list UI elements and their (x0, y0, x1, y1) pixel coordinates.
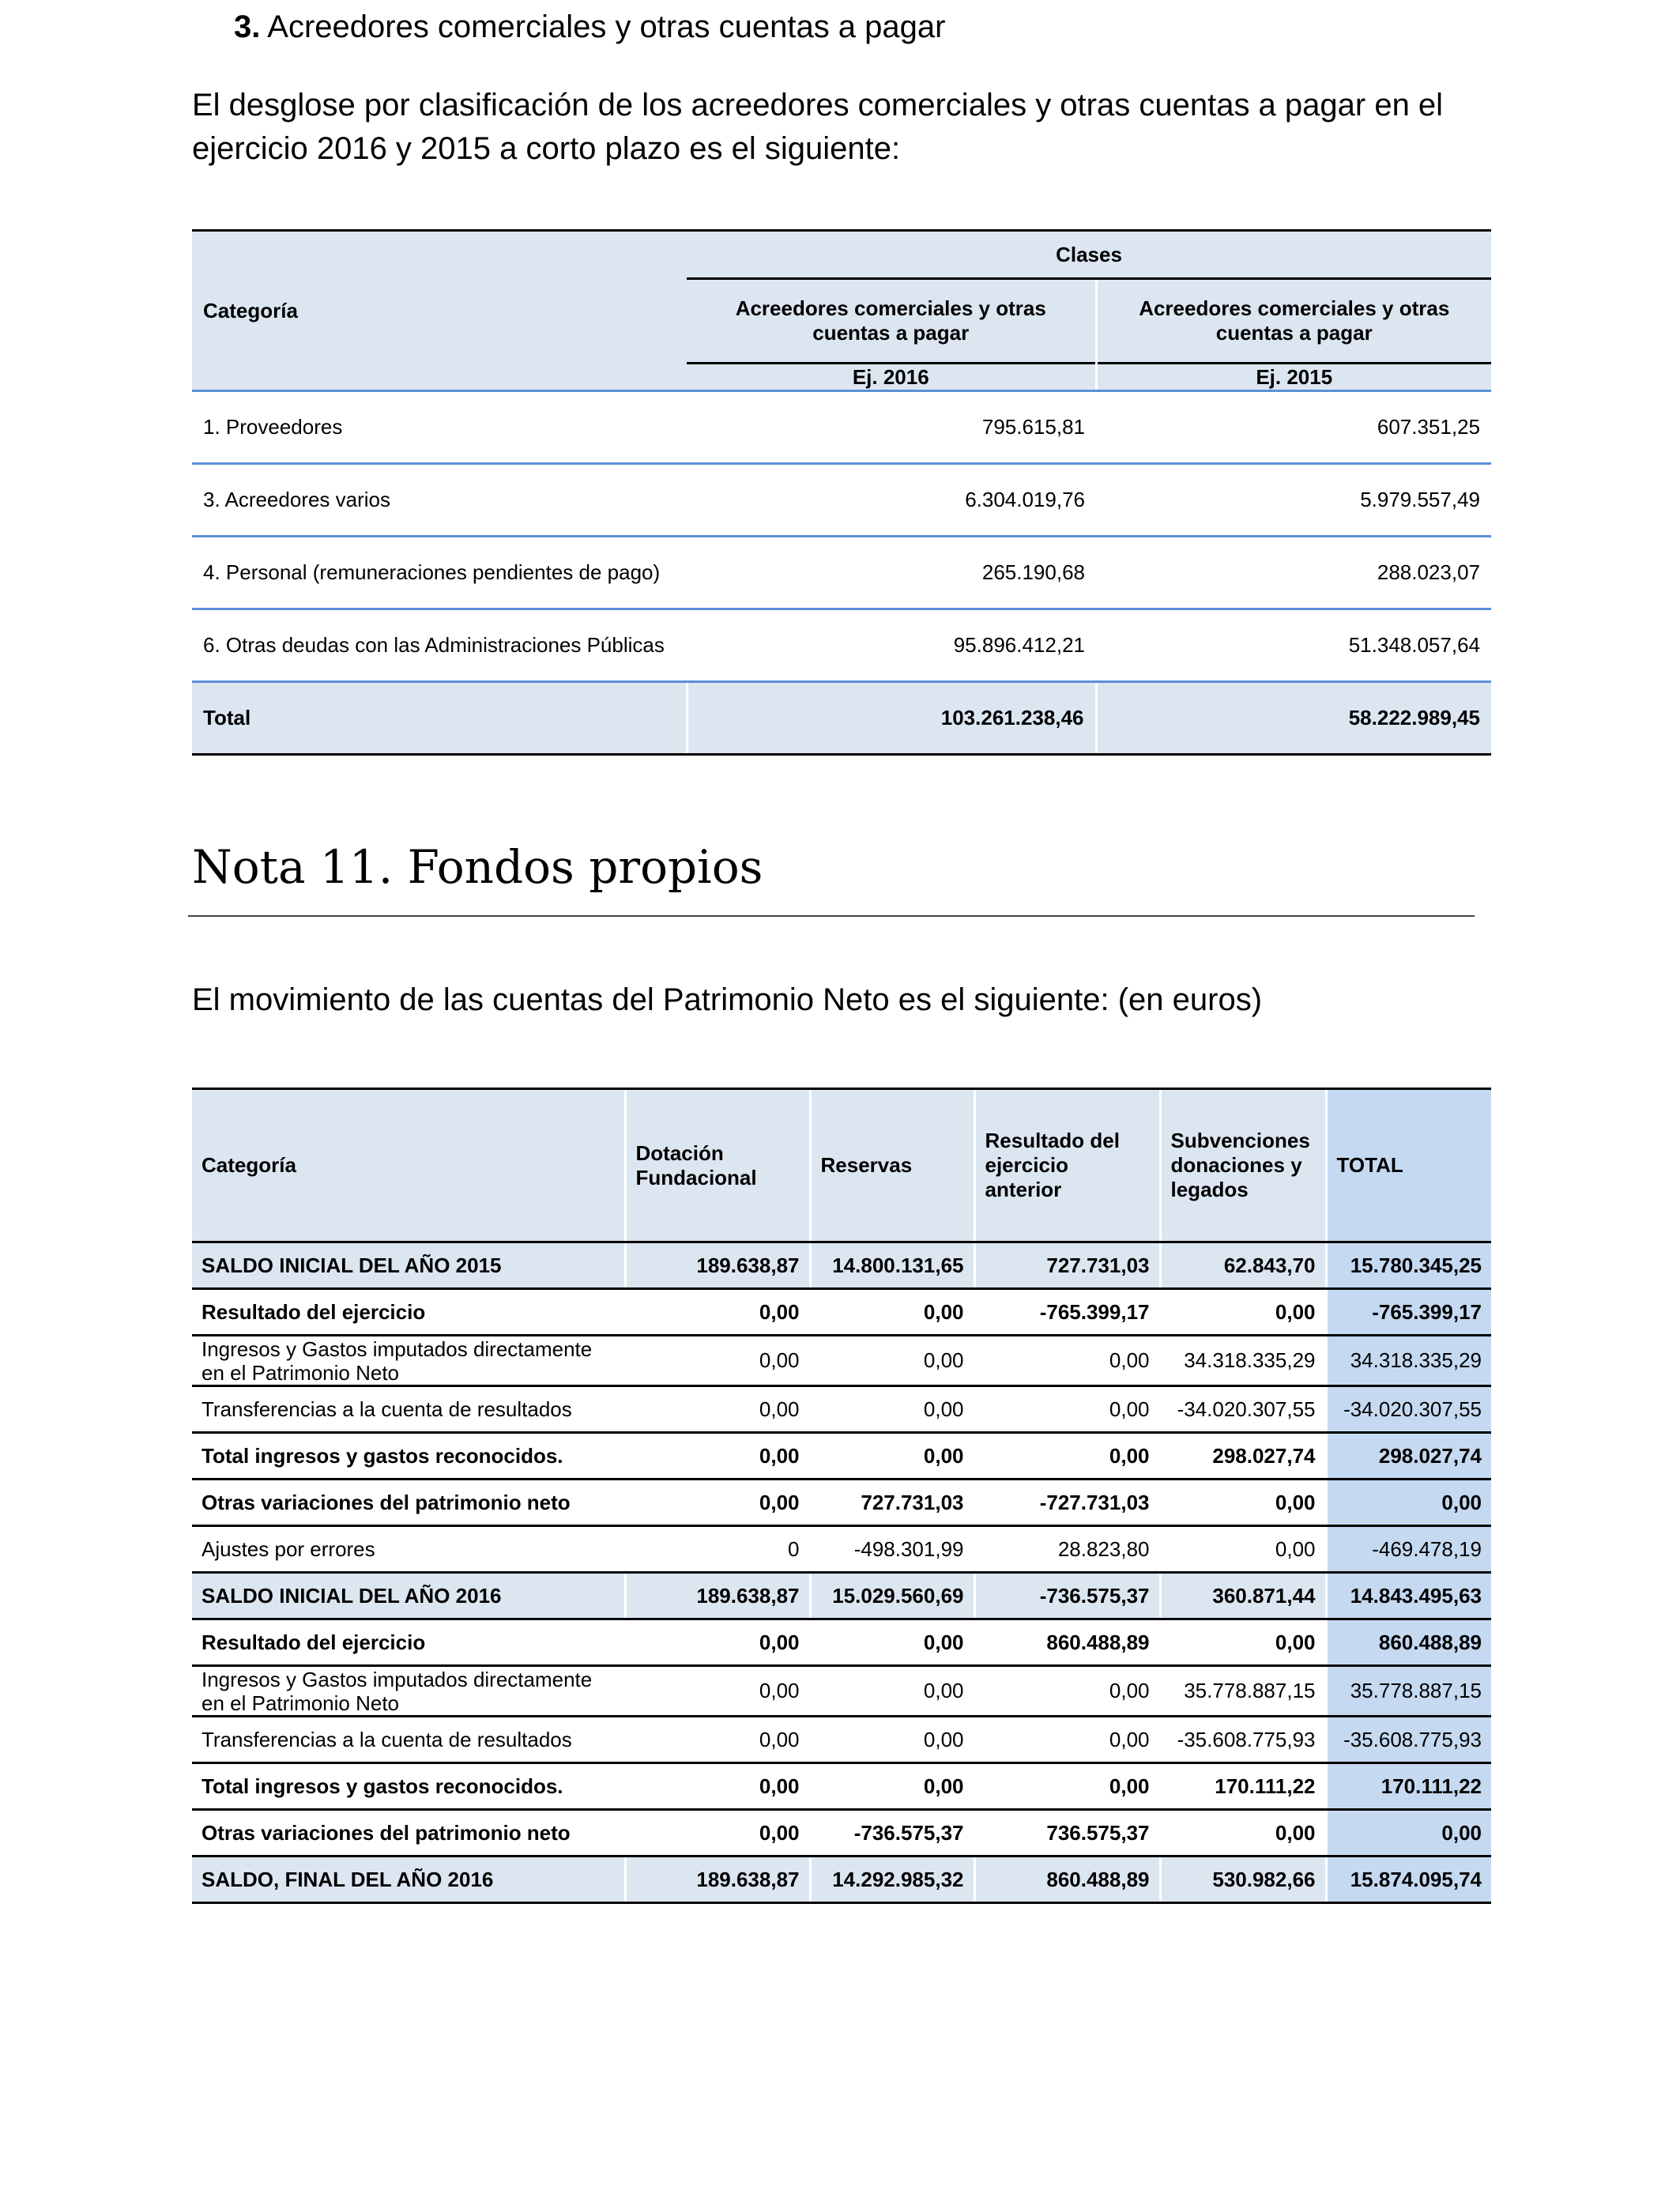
nota-heading: Nota 11. Fondos propios (192, 840, 763, 894)
reservas-value: 0,00 (810, 1666, 974, 1717)
section-title: Acreedores comerciales y otras cuentas a pagar (267, 9, 946, 44)
table-row (192, 1433, 1491, 1480)
reservas-value: 15.029.560,69 (810, 1573, 974, 1619)
table-row (192, 609, 1491, 682)
nota-intro: El movimiento de las cuentas del Patrimonio Neto es el siguiente: (en euros) (192, 982, 1263, 1017)
table-row (192, 1336, 1491, 1386)
dotacion-value: 0,00 (625, 1666, 810, 1717)
col-header-total: TOTAL (1326, 1089, 1491, 1242)
total-value: -35.608.775,93 (1326, 1717, 1491, 1763)
total-value: 170.111,22 (1326, 1763, 1491, 1810)
dotacion-value: 0,00 (625, 1386, 810, 1433)
total-2016: 103.261.238,46 (687, 682, 1096, 755)
subvenciones-value: 298.027,74 (1160, 1433, 1326, 1480)
dotacion-value: 0,00 (625, 1810, 810, 1857)
reservas-value: -498.301,99 (810, 1526, 974, 1573)
total-value: 14.843.495,63 (1326, 1573, 1491, 1619)
row-label: 4. Personal (remuneraciones pendientes de pago) (192, 537, 687, 609)
subvenciones-value: 0,00 (1160, 1810, 1326, 1857)
reservas-value: 14.800.131,65 (810, 1242, 974, 1289)
resultado-anterior-value: 860.488,89 (974, 1619, 1160, 1666)
dotacion-value: 0,00 (625, 1763, 810, 1810)
reservas-value: 0,00 (810, 1336, 974, 1386)
resultado-anterior-value: 736.575,37 (974, 1810, 1160, 1857)
value-2016: 95.896.412,21 (687, 609, 1096, 682)
table-row (192, 537, 1491, 609)
resultado-anterior-value: 28.823,80 (974, 1526, 1160, 1573)
reservas-value: 0,00 (810, 1289, 974, 1336)
subvenciones-value: -34.020.307,55 (1160, 1386, 1326, 1433)
reservas-value: 0,00 (810, 1433, 974, 1480)
subvenciones-value: 170.111,22 (1160, 1763, 1326, 1810)
dotacion-value: 189.638,87 (625, 1857, 810, 1903)
dotacion-value: 0 (625, 1526, 810, 1573)
total-2015: 58.222.989,45 (1096, 682, 1491, 755)
subvenciones-value: 530.982,66 (1160, 1857, 1326, 1903)
table-row (192, 1289, 1491, 1336)
resultado-anterior-value: 0,00 (974, 1717, 1160, 1763)
dotacion-value: 0,00 (625, 1619, 810, 1666)
classes-header: Clases (687, 231, 1491, 279)
value-2016: 265.190,68 (687, 537, 1096, 609)
creditors-table (192, 229, 1491, 756)
table-row (192, 1810, 1491, 1857)
dotacion-value: 0,00 (625, 1433, 810, 1480)
dotacion-value: 0,00 (625, 1480, 810, 1526)
row-label: 6. Otras deudas con las Administraciones Públicas (192, 609, 687, 682)
table-row (192, 1857, 1491, 1903)
equity-movement-table (192, 1088, 1491, 1904)
reservas-value: 727.731,03 (810, 1480, 974, 1526)
resultado-anterior-value: 0,00 (974, 1336, 1160, 1386)
class-name-header: Acreedores comerciales y otras cuentas a pagar (1096, 279, 1491, 364)
total-value: 860.488,89 (1326, 1619, 1491, 1666)
resultado-anterior-value: 0,00 (974, 1386, 1160, 1433)
col-header-dotacion: Dotación Fundacional (625, 1089, 810, 1242)
total-value: -765.399,17 (1326, 1289, 1491, 1336)
table-row (192, 1619, 1491, 1666)
reservas-value: -736.575,37 (810, 1810, 974, 1857)
value-2016: 6.304.019,76 (687, 464, 1096, 537)
row-label: Otras variaciones del patrimonio neto (192, 1480, 625, 1526)
subvenciones-value: 34.318.335,29 (1160, 1336, 1326, 1386)
value-2015: 5.979.557,49 (1096, 464, 1491, 537)
total-label: Total (192, 682, 687, 755)
value-2015: 51.348.057,64 (1096, 609, 1491, 682)
row-label: Total ingresos y gastos reconocidos. (192, 1763, 625, 1810)
row-label: Transferencias a la cuenta de resultados (192, 1717, 625, 1763)
category-header: Categoría (192, 231, 687, 391)
total-value: 298.027,74 (1326, 1433, 1491, 1480)
table-row (192, 1717, 1491, 1763)
row-label: Ajustes por errores (192, 1526, 625, 1573)
dotacion-value: 189.638,87 (625, 1242, 810, 1289)
dotacion-value: 0,00 (625, 1717, 810, 1763)
subvenciones-value: 0,00 (1160, 1480, 1326, 1526)
value-2015: 607.351,25 (1096, 391, 1491, 464)
reservas-value: 14.292.985,32 (810, 1857, 974, 1903)
row-label: Ingresos y Gastos imputados directamente en el Patrimonio Neto (192, 1666, 625, 1717)
year-header: Ej. 2016 (687, 364, 1096, 391)
col-header-reservas: Reservas (810, 1089, 974, 1242)
subvenciones-value: 62.843,70 (1160, 1242, 1326, 1289)
row-label: SALDO, FINAL DEL AÑO 2016 (192, 1857, 625, 1903)
resultado-anterior-value: -765.399,17 (974, 1289, 1160, 1336)
heading-divider (188, 915, 1475, 917)
section-number: 3. (234, 9, 261, 44)
row-label: Otras variaciones del patrimonio neto (192, 1810, 625, 1857)
row-label: Ingresos y Gastos imputados directamente en el Patrimonio Neto (192, 1336, 625, 1386)
total-value: 0,00 (1326, 1810, 1491, 1857)
col-header-resultado-anterior: Resultado del ejercicio anterior (974, 1089, 1160, 1242)
total-value: 15.780.345,25 (1326, 1242, 1491, 1289)
resultado-anterior-value: 0,00 (974, 1763, 1160, 1810)
reservas-value: 0,00 (810, 1763, 974, 1810)
subvenciones-value: 0,00 (1160, 1619, 1326, 1666)
total-value: 34.318.335,29 (1326, 1336, 1491, 1386)
section-heading (234, 9, 945, 45)
resultado-anterior-value: -727.731,03 (974, 1480, 1160, 1526)
table-row (192, 1666, 1491, 1717)
row-label: Transferencias a la cuenta de resultados (192, 1386, 625, 1433)
row-label: Total ingresos y gastos reconocidos. (192, 1433, 625, 1480)
table-row (192, 1573, 1491, 1619)
row-label: SALDO INICIAL DEL AÑO 2016 (192, 1573, 625, 1619)
subvenciones-value: 0,00 (1160, 1526, 1326, 1573)
total-row (192, 682, 1491, 755)
class-name-header: Acreedores comerciales y otras cuentas a pagar (687, 279, 1096, 364)
subvenciones-value: 0,00 (1160, 1289, 1326, 1336)
section-intro: El desglose por clasificación de los acreedores comerciales y otras cuentas a pagar en el ejercicio 2016 y 2015 a corto plazo es el siguiente: (192, 88, 1444, 166)
row-label: SALDO INICIAL DEL AÑO 2015 (192, 1242, 625, 1289)
row-label: Resultado del ejercicio (192, 1289, 625, 1336)
resultado-anterior-value: 0,00 (974, 1433, 1160, 1480)
dotacion-value: 0,00 (625, 1289, 810, 1336)
row-label: Resultado del ejercicio (192, 1619, 625, 1666)
table-row (192, 1763, 1491, 1810)
col-header-category: Categoría (192, 1089, 625, 1242)
reservas-value: 0,00 (810, 1386, 974, 1433)
table-row (192, 1242, 1491, 1289)
dotacion-value: 0,00 (625, 1336, 810, 1386)
row-label: 1. Proveedores (192, 391, 687, 464)
value-2015: 288.023,07 (1096, 537, 1491, 609)
table-row (192, 1526, 1491, 1573)
table-row (192, 391, 1491, 464)
value-2016: 795.615,81 (687, 391, 1096, 464)
resultado-anterior-value: 860.488,89 (974, 1857, 1160, 1903)
table-row (192, 1480, 1491, 1526)
total-value: -34.020.307,55 (1326, 1386, 1491, 1433)
resultado-anterior-value: 0,00 (974, 1666, 1160, 1717)
total-value: -469.478,19 (1326, 1526, 1491, 1573)
row-label: 3. Acreedores varios (192, 464, 687, 537)
subvenciones-value: -35.608.775,93 (1160, 1717, 1326, 1763)
resultado-anterior-value: 727.731,03 (974, 1242, 1160, 1289)
col-header-subvenciones: Subvenciones donaciones y legados (1160, 1089, 1326, 1242)
subvenciones-value: 35.778.887,15 (1160, 1666, 1326, 1717)
table-row (192, 464, 1491, 537)
total-value: 0,00 (1326, 1480, 1491, 1526)
resultado-anterior-value: -736.575,37 (974, 1573, 1160, 1619)
year-header: Ej. 2015 (1096, 364, 1491, 391)
dotacion-value: 189.638,87 (625, 1573, 810, 1619)
reservas-value: 0,00 (810, 1717, 974, 1763)
total-value: 35.778.887,15 (1326, 1666, 1491, 1717)
total-value: 15.874.095,74 (1326, 1857, 1491, 1903)
table-row (192, 1386, 1491, 1433)
subvenciones-value: 360.871,44 (1160, 1573, 1326, 1619)
reservas-value: 0,00 (810, 1619, 974, 1666)
